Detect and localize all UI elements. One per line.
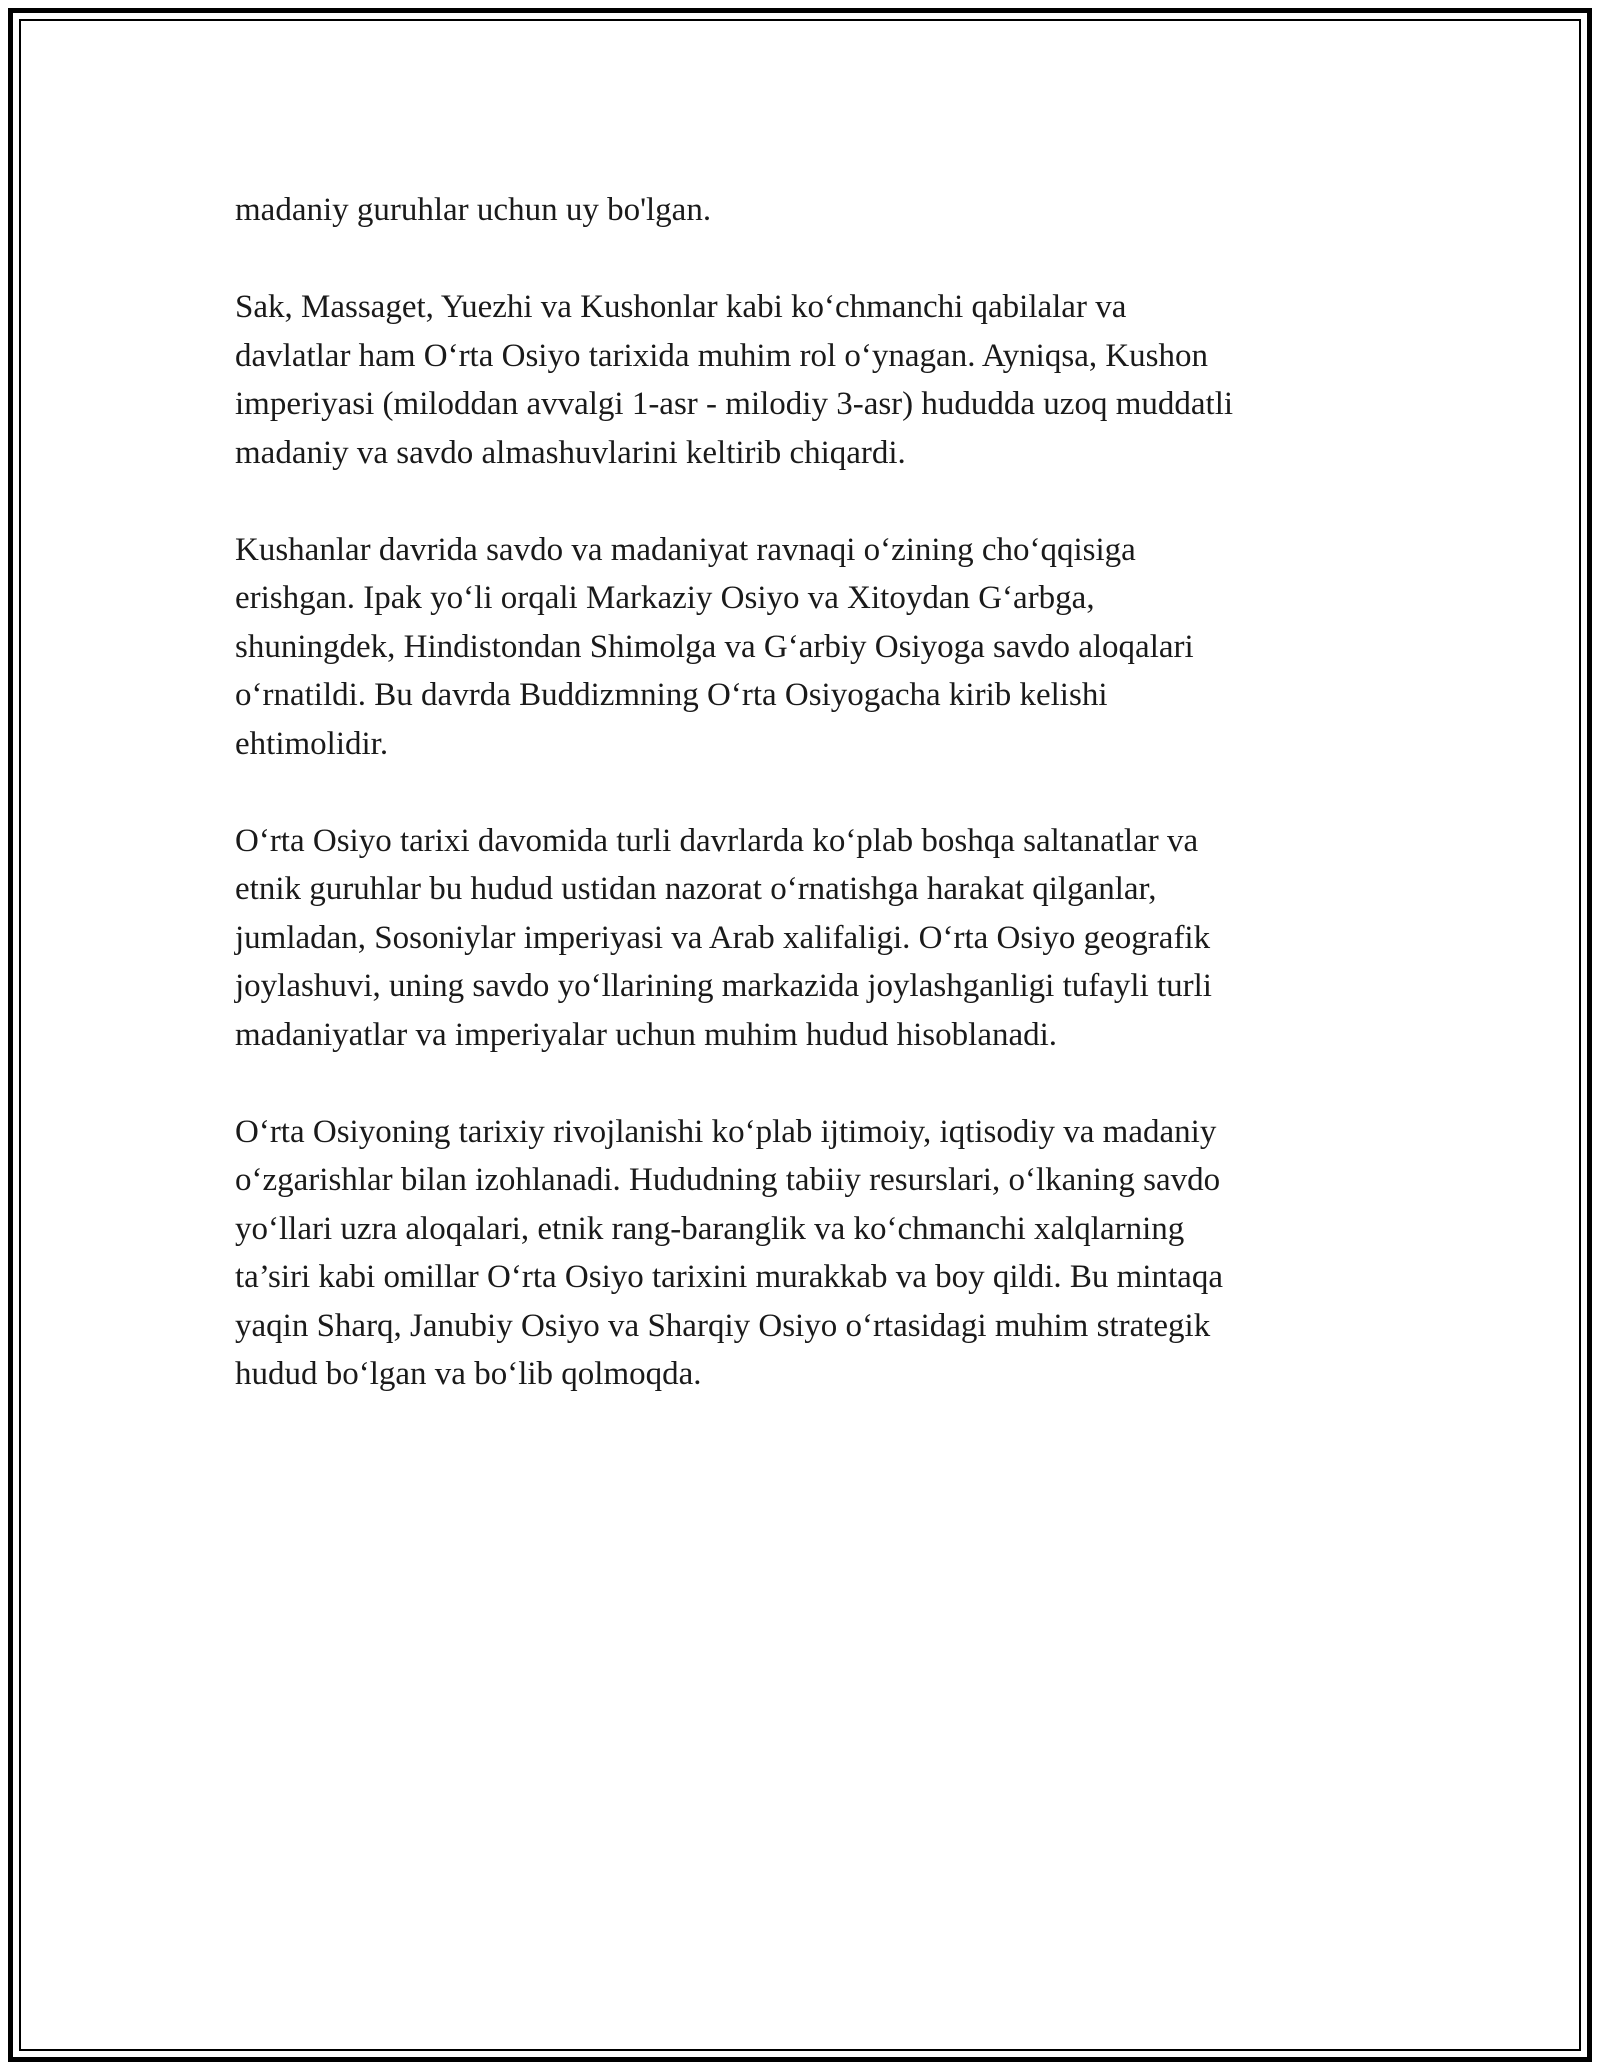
paragraph-2: [235, 283, 1365, 477]
text-line: ta’siri kabi omillar O‘rta Osiyo tarixini murakkab va boy qildi. Bu mintaqa: [235, 1259, 1223, 1295]
text-line: erishgan. Ipak yo‘li orqali Markaziy Osiyo va Xitoydan G‘arbga,: [235, 580, 1095, 616]
text-line: imperiyasi (miloddan avvalgi 1-asr - milodiy 3-asr) hududda uzoq muddatli: [235, 386, 1234, 422]
text-line: madaniyatlar va imperiyalar uchun muhim hudud hisoblanadi.: [235, 1016, 1058, 1053]
text-line: ehtimolidir.: [235, 725, 389, 762]
document-body: [235, 186, 1365, 1447]
text-line: davlatlar ham O‘rta Osiyo tarixida muhim rol o‘ynagan. Ayniqsa, Kushon: [235, 337, 1209, 374]
paragraph-1: [235, 186, 1365, 235]
text-line: joylashuvi, uning savdo yo‘llarining markazida joylashganligi tufayli turli: [235, 968, 1212, 1004]
text-line: madaniy guruhlar uchun uy bo'lgan.: [235, 192, 712, 228]
text-line: Kushanlar davrida savdo va madaniyat ravnaqi o‘zining cho‘qqisiga: [235, 531, 1136, 568]
text-line: O‘rta Osiyoning tarixiy rivojlanishi ko‘plab ijtimoiy, iqtisodiy va madaniy: [235, 1113, 1217, 1150]
text-line: shuningdek, Hindistondan Shimolga va G‘arbiy Osiyoga savdo aloqalari: [235, 628, 1194, 665]
text-line: etnik guruhlar bu hudud ustidan nazorat o‘rnatishga harakat qilganlar,: [235, 871, 1157, 907]
text-line: o‘zgarishlar bilan izohlanadi. Hududning tabiiy resurslari, o‘lkaning savdo: [235, 1162, 1221, 1198]
text-line: o‘rnatildi. Bu davrda Buddizmning O‘rta Osiyogacha kirib kelishi: [235, 677, 1108, 713]
text-line: yo‘llari uzra aloqalari, etnik rang-baranglik va ko‘chmanchi xalqlarning: [235, 1210, 1185, 1247]
text-line: yaqin Sharq, Janubiy Osiyo va Sharqiy Osiyo o‘rtasidagi muhim strategik: [235, 1307, 1211, 1344]
text-line: madaniy va savdo almashuvlarini keltirib chiqardi.: [235, 434, 906, 471]
text-line: jumladan, Sosoniylar imperiyasi va Arab xalifaligi. O‘rta Osiyo geografik: [235, 919, 1211, 956]
text-line: O‘rta Osiyo tarixi davomida turli davrlarda ko‘plab boshqa saltanatlar va: [235, 822, 1199, 859]
paragraph-5: [235, 1108, 1365, 1399]
text-line: hudud bo‘lgan va bo‘lib qolmoqda.: [235, 1356, 702, 1392]
paragraph-3: [235, 526, 1365, 769]
text-line: Sak, Massaget, Yuezhi va Kushonlar kabi ko‘chmanchi qabilalar va: [235, 289, 1127, 325]
paragraph-4: [235, 817, 1365, 1060]
